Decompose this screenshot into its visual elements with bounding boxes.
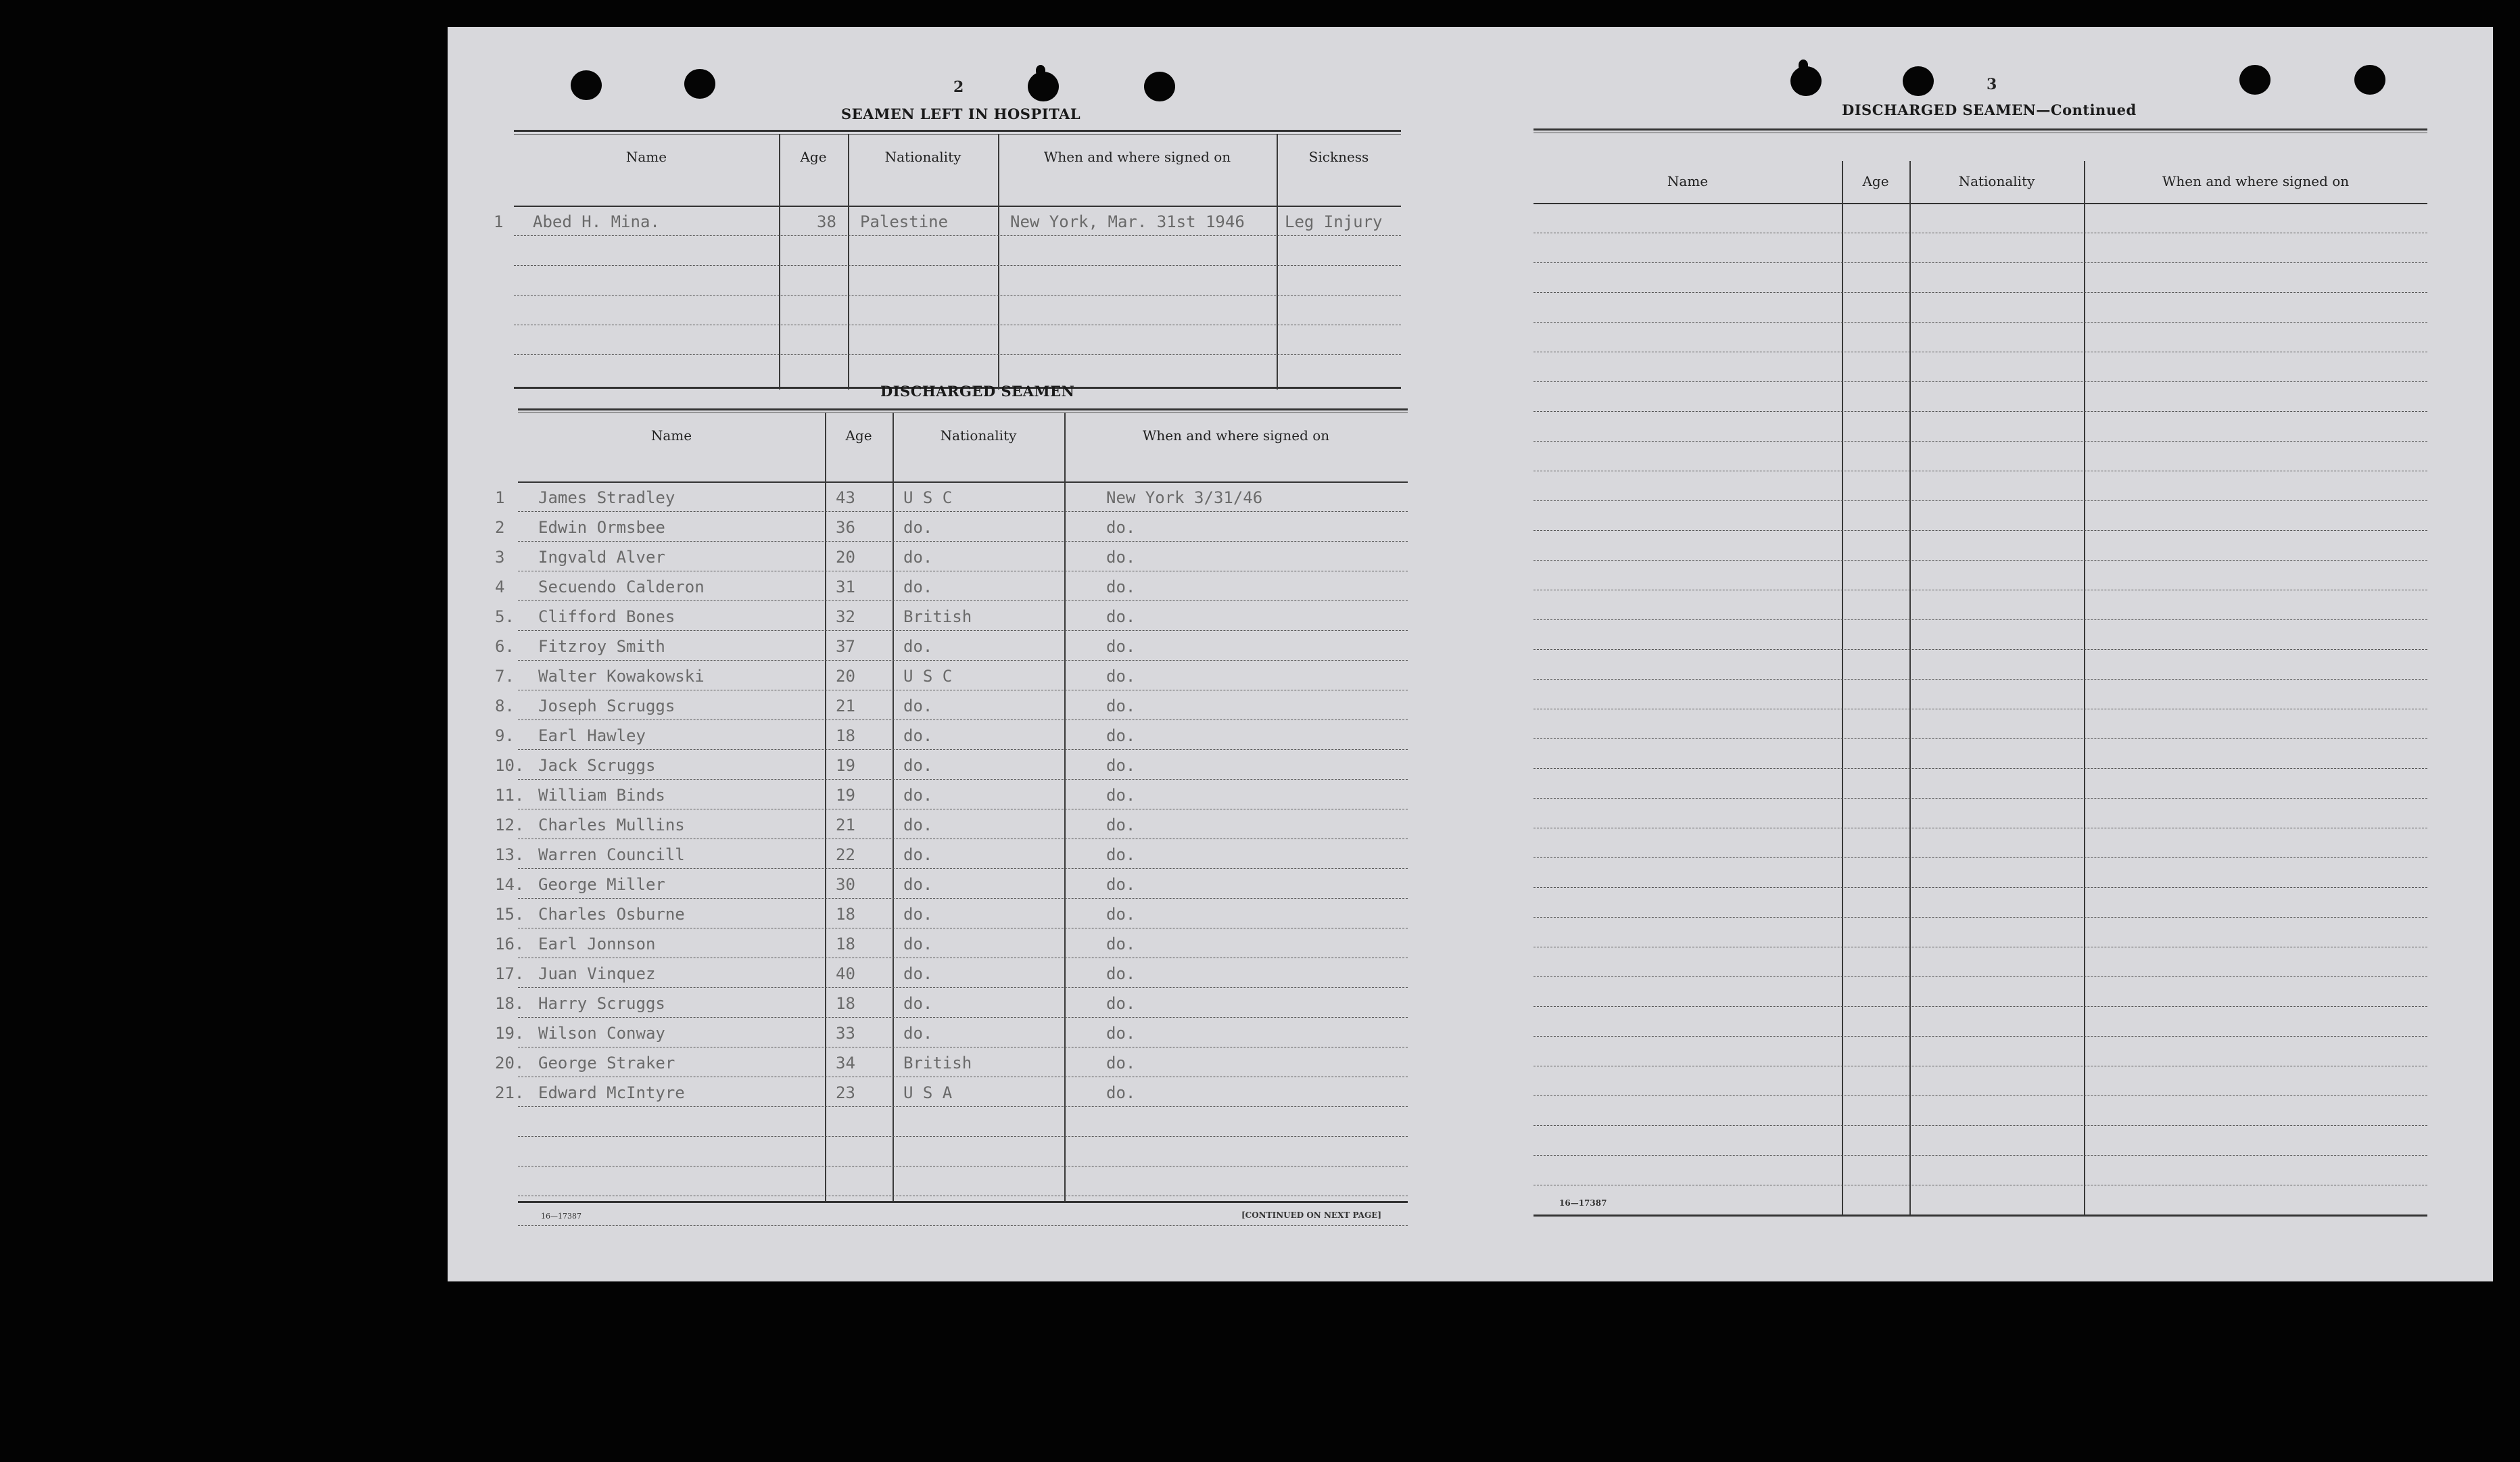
column-rule (848, 134, 849, 390)
seaman-age: 20 (836, 548, 855, 567)
seaman-nationality: U S C (903, 667, 953, 686)
row-rule (1534, 976, 2427, 977)
hospital-title: SEAMEN LEFT IN HOSPITAL (841, 105, 1081, 122)
discharged-row (495, 630, 1408, 660)
row-rule (1534, 1036, 2427, 1037)
seaman-age: 19 (836, 786, 855, 805)
seaman-name: Charles Mullins (538, 816, 685, 834)
hospital-table (494, 130, 1401, 390)
seaman-name: Abed H. Mina. (533, 212, 660, 231)
row-rule (1534, 292, 2427, 293)
discharged-continued-title (1842, 101, 2137, 118)
row-number: 5. (495, 607, 515, 626)
signed-on: do. (1106, 697, 1136, 715)
seaman-name: Juan Vinquez (538, 964, 656, 983)
punch-hole (1028, 72, 1059, 101)
seaman-nationality: do. (903, 994, 933, 1013)
signed-on: do. (1106, 875, 1136, 894)
discharged-row (495, 690, 1408, 720)
discharged-row (495, 720, 1408, 749)
signed-on: New York 3/31/46 (1106, 488, 1263, 507)
seaman-age: 18 (836, 726, 855, 745)
row-number: 3 (495, 548, 505, 567)
row-rule (1534, 649, 2427, 650)
signed-on: do. (1106, 637, 1136, 656)
seaman-name: William Binds (538, 786, 665, 805)
row-rule (1534, 322, 2427, 323)
row-rule (1534, 441, 2427, 442)
seaman-age: 37 (836, 637, 855, 656)
discharged-row (495, 749, 1408, 779)
title-continued: —Continued (2036, 101, 2137, 118)
seaman-nationality: do. (903, 786, 933, 805)
seaman-name: George Straker (538, 1054, 675, 1072)
signed-on: do. (1106, 1054, 1136, 1072)
seaman-name: Earl Jonnson (538, 935, 656, 953)
discharged-row (495, 809, 1408, 839)
signed-on: do. (1106, 756, 1136, 775)
discharged-continued-table (1534, 128, 2427, 1219)
signed-on: do. (1106, 845, 1136, 864)
seaman-nationality: do. (903, 845, 933, 864)
page-number-right: 3 (1987, 76, 1997, 93)
seaman-nationality: do. (903, 726, 933, 745)
col-header-nationality: Nationality (940, 427, 1017, 444)
discharged-row (495, 571, 1408, 600)
row-rule (514, 235, 1401, 236)
column-rule (1909, 161, 1911, 1216)
row-rule (1534, 679, 2427, 680)
col-header-name: Name (1667, 173, 1709, 189)
discharged-title: DISCHARGED SEAMEN (880, 383, 1075, 400)
row-number: 15. (495, 905, 525, 924)
seaman-name: Edwin Ormsbee (538, 518, 665, 537)
punch-hole (1903, 66, 1934, 96)
seaman-age: 40 (836, 964, 855, 983)
seaman-age: 43 (836, 488, 855, 507)
row-rule (1534, 560, 2427, 561)
row-number: 14. (495, 875, 525, 894)
seaman-name: Jack Scruggs (538, 756, 656, 775)
col-header-name: Name (625, 149, 667, 165)
form-number-left: 16—17387 (541, 1212, 581, 1221)
seaman-age: 31 (836, 577, 855, 596)
row-number: 1 (494, 212, 504, 231)
row-rule (1534, 381, 2427, 382)
seaman-age: 32 (836, 607, 855, 626)
row-rule (1534, 1125, 2427, 1126)
seaman-age: 20 (836, 667, 855, 686)
seaman-name: Fitzroy Smith (538, 637, 665, 656)
seaman-name: Joseph Scruggs (538, 697, 675, 715)
sickness: Leg Injury (1285, 212, 1383, 231)
row-number: 13. (495, 845, 525, 864)
row-rule (1534, 619, 2427, 620)
discharged-row (495, 898, 1408, 928)
row-number: 12. (495, 816, 525, 834)
row-rule (518, 1136, 1408, 1137)
seaman-nationality: do. (903, 964, 933, 983)
col-header-sickness: Sickness (1308, 149, 1369, 165)
seaman-nationality: do. (903, 548, 933, 567)
discharged-row (495, 541, 1408, 571)
col-header-nationality: Nationality (884, 149, 961, 165)
row-number: 18. (495, 994, 525, 1013)
row-number: 21. (495, 1083, 525, 1102)
discharged-row (495, 1077, 1408, 1106)
row-number: 16. (495, 935, 525, 953)
signed-on: do. (1106, 905, 1136, 924)
row-number: 9. (495, 726, 515, 745)
col-header-nationality: Nationality (1958, 173, 2035, 189)
document-sheet (448, 27, 2493, 1281)
signed-on: do. (1106, 1083, 1136, 1102)
seaman-name: Edward McIntyre (538, 1083, 685, 1102)
signed-on: do. (1106, 518, 1136, 537)
seaman-nationality: do. (903, 697, 933, 715)
row-rule (514, 295, 1401, 296)
row-number: 4 (495, 577, 505, 596)
signed-on: do. (1106, 786, 1136, 805)
row-number: 1 (495, 488, 505, 507)
row-number: 17. (495, 964, 525, 983)
discharged-row (495, 868, 1408, 898)
seaman-age: 30 (836, 875, 855, 894)
row-number: 11. (495, 786, 525, 805)
signed-on: New York, Mar. 31st 1946 (1010, 212, 1245, 231)
seaman-nationality: do. (903, 518, 933, 537)
punch-hole (571, 70, 602, 100)
column-rule (2084, 161, 2085, 1216)
signed-on: do. (1106, 816, 1136, 834)
column-rule (1277, 134, 1278, 390)
discharged-row (495, 779, 1408, 809)
row-rule (1534, 500, 2427, 501)
seaman-name: Walter Kowakowski (538, 667, 705, 686)
signed-on: do. (1106, 667, 1136, 686)
row-number: 19. (495, 1024, 525, 1043)
title-main: DISCHARGED SEAMEN (1842, 101, 2037, 118)
seaman-nationality: British (903, 607, 972, 626)
continued-note: [CONTINUED ON NEXT PAGE] (1241, 1210, 1382, 1220)
seaman-name: George Miller (538, 875, 665, 894)
col-header-signed-on: When and where signed on (1043, 149, 1231, 165)
row-rule (518, 1106, 1408, 1107)
discharged-row (495, 839, 1408, 868)
discharged-row (495, 600, 1408, 630)
seaman-name: James Stradley (538, 488, 675, 507)
row-number: 6. (495, 637, 515, 656)
row-rule (514, 265, 1401, 266)
row-number: 20. (495, 1054, 525, 1072)
seaman-nationality: British (903, 1054, 972, 1072)
seaman-name: Earl Hawley (538, 726, 646, 745)
seaman-name: Ingvald Alver (538, 548, 665, 567)
page-number-left: 2 (953, 78, 964, 96)
seaman-name: Charles Osburne (538, 905, 685, 924)
discharged-row (495, 1047, 1408, 1077)
col-header-age: Age (800, 149, 827, 165)
row-rule (518, 1225, 1408, 1226)
seaman-nationality: do. (903, 577, 933, 596)
discharged-row (495, 958, 1408, 987)
row-rule (1534, 768, 2427, 769)
seaman-nationality: do. (903, 875, 933, 894)
seaman-age: 21 (836, 697, 855, 715)
signed-on: do. (1106, 577, 1136, 596)
seaman-nationality: do. (903, 905, 933, 924)
seaman-age: 18 (836, 994, 855, 1013)
seaman-name: Secuendo Calderon (538, 577, 705, 596)
row-rule (1534, 411, 2427, 412)
row-rule (514, 354, 1401, 355)
punch-hole (2354, 65, 2385, 95)
discharged-row (495, 481, 1408, 511)
punch-hole (684, 69, 715, 99)
seaman-nationality: do. (903, 1024, 933, 1043)
row-rule (1534, 857, 2427, 858)
seaman-nationality: U S A (903, 1083, 953, 1102)
seaman-age: 18 (836, 905, 855, 924)
signed-on: do. (1106, 994, 1136, 1013)
table-bottom-rule (1534, 1215, 2427, 1217)
discharged-row (495, 511, 1408, 541)
column-rule (998, 134, 999, 390)
signed-on: do. (1106, 607, 1136, 626)
seaman-age: 23 (836, 1083, 855, 1102)
row-number: 8. (495, 697, 515, 715)
discharged-row (495, 928, 1408, 958)
row-rule (1534, 1095, 2427, 1096)
seaman-name: Warren Councill (538, 845, 685, 864)
seaman-age: 38 (817, 212, 836, 231)
table-bottom-rule (518, 1201, 1408, 1203)
seaman-age: 34 (836, 1054, 855, 1072)
row-rule (1534, 1006, 2427, 1007)
signed-on: do. (1106, 548, 1136, 567)
row-rule (1534, 530, 2427, 531)
seaman-age: 33 (836, 1024, 855, 1043)
row-number: 2 (495, 518, 505, 537)
hospital-row (494, 206, 1401, 235)
discharged-table (495, 408, 1408, 1206)
row-rule (1534, 798, 2427, 799)
discharged-row (495, 660, 1408, 690)
seaman-age: 21 (836, 816, 855, 834)
signed-on: do. (1106, 964, 1136, 983)
punch-hole (1790, 66, 1822, 96)
form-number-right: 16—17387 (1559, 1198, 1607, 1208)
discharged-row (495, 1017, 1408, 1047)
seaman-name: Wilson Conway (538, 1024, 665, 1043)
header-rule (1534, 203, 2427, 204)
row-number: 10. (495, 756, 525, 775)
seaman-nationality: do. (903, 816, 933, 834)
seaman-nationality: do. (903, 756, 933, 775)
row-number: 7. (495, 667, 515, 686)
seaman-name: Harry Scruggs (538, 994, 665, 1013)
seaman-age: 22 (836, 845, 855, 864)
seaman-age: 36 (836, 518, 855, 537)
seaman-age: 19 (836, 756, 855, 775)
seaman-name: Clifford Bones (538, 607, 675, 626)
col-header-name: Name (650, 427, 692, 444)
column-rule (1842, 161, 1843, 1216)
signed-on: do. (1106, 726, 1136, 745)
row-rule (1534, 917, 2427, 918)
col-header-age: Age (845, 427, 872, 444)
row-rule (1534, 738, 2427, 739)
double-rule (518, 408, 1408, 413)
row-rule (1534, 262, 2427, 263)
row-rule (1534, 1155, 2427, 1156)
seaman-nationality: Palestine (860, 212, 949, 231)
double-rule (514, 130, 1401, 135)
col-header-age: Age (1862, 173, 1889, 189)
discharged-row (495, 987, 1408, 1017)
signed-on: do. (1106, 1024, 1136, 1043)
seaman-nationality: do. (903, 637, 933, 656)
seaman-nationality: do. (903, 935, 933, 953)
col-header-signed-on: When and where signed on (1142, 427, 1330, 444)
row-rule (1534, 887, 2427, 888)
col-header-signed-on: When and where signed on (2162, 173, 2350, 189)
signed-on: do. (1106, 935, 1136, 953)
punch-hole (1144, 72, 1175, 101)
punch-hole (2239, 65, 2271, 95)
column-rule (779, 134, 780, 390)
double-rule (1534, 128, 2427, 133)
seaman-nationality: U S C (903, 488, 953, 507)
seaman-age: 18 (836, 935, 855, 953)
